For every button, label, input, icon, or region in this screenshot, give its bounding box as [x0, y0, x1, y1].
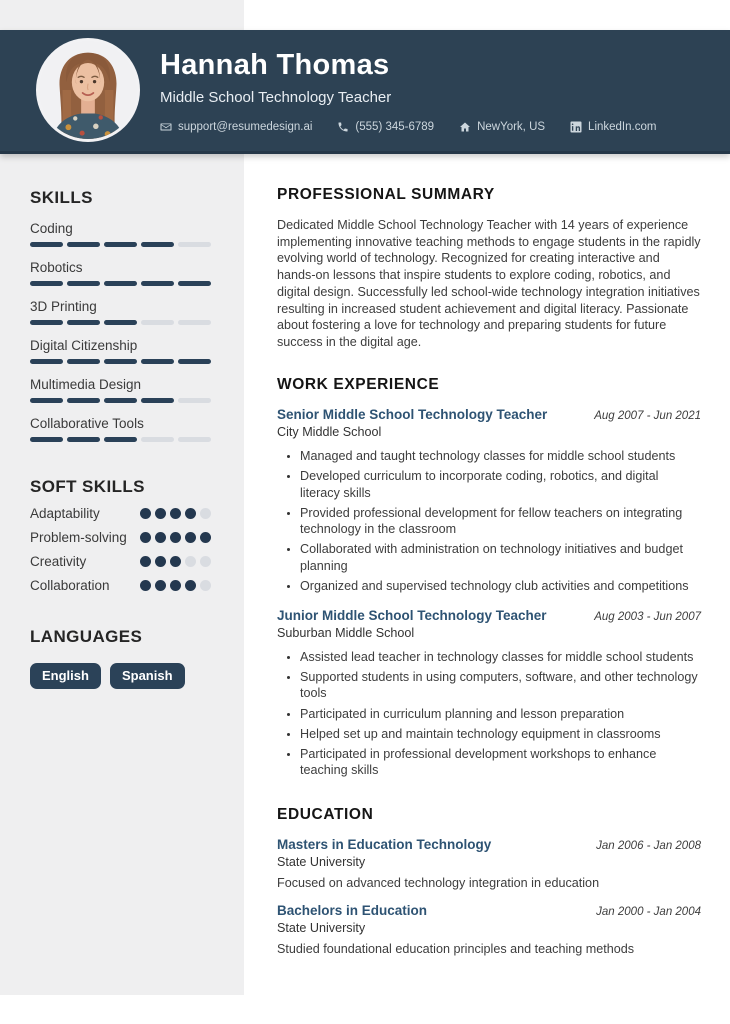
dot-filled [155, 556, 166, 567]
skill-bar [30, 398, 211, 403]
skill-label: Digital Citizenship [30, 338, 138, 353]
job-bullet: • Provided professional development for fellow teachers on integrating technology in the classroom [300, 505, 701, 538]
job-bullet: • Participated in curriculum planning and lesson preparation [300, 706, 701, 723]
bar-segment-empty [141, 320, 174, 325]
bar-segment-filled [30, 320, 63, 325]
skills-heading: SKILLS [30, 188, 93, 207]
soft-skill-dots [140, 508, 211, 519]
bar-segment-filled [30, 281, 63, 286]
soft-skill-label: Collaboration [30, 578, 110, 593]
person-job-title: Middle School Technology Teacher [160, 89, 392, 106]
job-title: Senior Middle School Technology Teacher [277, 406, 548, 422]
skill-item [30, 221, 211, 247]
education-heading: EDUCATION [277, 806, 374, 824]
bar-segment-filled [104, 437, 137, 442]
skill-bar [30, 437, 211, 442]
job-company: City Middle School [277, 424, 382, 439]
bar-segment-filled [104, 281, 137, 286]
job-bullet: • Assisted lead teacher in technology classes for middle school students [300, 649, 701, 666]
job-bullet: • Helped set up and maintain technology equipment in classrooms [300, 726, 701, 743]
job-title: Junior Middle School Technology Teacher [277, 607, 547, 623]
home-icon [459, 121, 471, 133]
soft-skill-label: Creativity [30, 554, 87, 569]
soft-skill-label: Problem-solving [30, 530, 127, 545]
skill-label: Coding [30, 221, 73, 236]
contact-location [459, 121, 545, 133]
dot-empty [200, 508, 211, 519]
dot-filled [155, 532, 166, 543]
contact-phone-text: (555) 345-6789 [355, 121, 435, 133]
language-pill: English [30, 663, 101, 689]
dot-filled [155, 580, 166, 591]
contact-bar [160, 121, 720, 133]
soft-skill-row [30, 554, 211, 569]
summary-heading: PROFESSIONAL SUMMARY [277, 186, 495, 203]
education-school: State University [277, 855, 366, 870]
job-bullet: • Supported students in using computers, software, and other technology tools [300, 669, 701, 702]
skill-bar [30, 281, 211, 286]
education-dates: Jan 2000 - Jan 2004 [596, 906, 701, 919]
skill-item [30, 299, 211, 325]
dot-filled [185, 532, 196, 543]
dot-empty [200, 580, 211, 591]
header-info [160, 49, 720, 133]
dot-empty [185, 556, 196, 567]
skill-item [30, 377, 211, 403]
bar-segment-filled [67, 359, 100, 364]
bar-segment-filled [67, 320, 100, 325]
education-dates: Jan 2006 - Jan 2008 [596, 840, 701, 853]
education-description: Studied foundational education principles and teaching methods [277, 942, 635, 957]
skill-label: 3D Printing [30, 299, 97, 314]
bar-segment-filled [67, 242, 100, 247]
bar-segment-filled [30, 359, 63, 364]
contact-linkedin-text: LinkedIn.com [588, 121, 657, 133]
education-entry [277, 837, 701, 890]
job-dates: Aug 2007 - Jun 2021 [594, 409, 701, 422]
soft-skill-row [30, 506, 211, 521]
dot-filled [155, 508, 166, 519]
summary-text: Dedicated Middle School Technology Teacher with 14 years of experience implementing innovative teaching methods to engage students in the rapidly evolving world of technology. Recognized for creating interactive and hands-on lessons that inspire students to explore coding, robotics, and digital design. Successfully led school-wide technology integration initiatives resulting in increased student achievement and digital literacy. Passionate about fostering a love for technology and preparing students for future success in the digital age. [277, 218, 701, 350]
dot-filled [170, 532, 181, 543]
skill-bar [30, 320, 211, 325]
skill-bar [30, 242, 211, 247]
skill-bar [30, 359, 211, 364]
education-head [277, 903, 701, 918]
skill-item [30, 260, 211, 286]
job-bullet: • Collaborated with administration on technology initiatives and budget planning [300, 541, 701, 574]
bar-segment-empty [178, 398, 211, 403]
skill-label: Multimedia Design [30, 377, 142, 392]
job-bullet: • Developed curriculum to incorporate coding, robotics, and digital literacy skills [300, 468, 701, 501]
languages-heading: LANGUAGES [30, 627, 143, 646]
soft-skill-dots [140, 532, 211, 543]
job-head [277, 407, 701, 422]
resume-header [0, 30, 730, 154]
bar-segment-filled [104, 320, 137, 325]
skill-label: Robotics [30, 260, 83, 275]
job-bullet: • Organized and supervised technology club activities and competitions [300, 578, 701, 595]
education-description: Focused on advanced technology integration in education [277, 876, 600, 891]
dot-filled [200, 532, 211, 543]
degree-title: Masters in Education Technology [277, 837, 492, 853]
sidebar [30, 188, 211, 689]
language-pills [30, 663, 211, 689]
bar-segment-empty [141, 437, 174, 442]
bar-segment-filled [67, 437, 100, 442]
dot-filled [170, 580, 181, 591]
contact-location-text: NewYork, US [477, 121, 546, 133]
dot-filled [170, 508, 181, 519]
bar-segment-filled [141, 359, 174, 364]
job-dates: Aug 2003 - Jun 2007 [594, 610, 701, 623]
job-bullet: • Participated in professional development workshops to enhance teaching skills [300, 746, 701, 779]
bar-segment-filled [141, 398, 174, 403]
bar-segment-filled [30, 398, 63, 403]
education-head [277, 837, 701, 852]
skill-item [30, 416, 211, 442]
bar-segment-filled [178, 281, 211, 286]
soft-skills-heading: SOFT SKILLS [30, 477, 145, 496]
education-school: State University [277, 921, 366, 936]
bar-segment-filled [104, 398, 137, 403]
job-bullets [277, 448, 701, 595]
work-experience-heading: WORK EXPERIENCE [277, 375, 440, 393]
job-entry [277, 407, 701, 595]
dot-filled [185, 508, 196, 519]
bar-segment-filled [30, 242, 63, 247]
contact-linkedin[interactable] [570, 121, 656, 133]
skill-label: Collaborative Tools [30, 416, 144, 431]
contact-phone [337, 121, 434, 133]
job-bullet: • Managed and taught technology classes for middle school students [300, 448, 701, 465]
dot-filled [170, 556, 181, 567]
person-name: Hannah Thomas [160, 49, 390, 81]
bar-segment-filled [178, 359, 211, 364]
avatar-illustration [39, 41, 137, 139]
soft-skill-dots [140, 556, 211, 567]
bar-segment-filled [104, 359, 137, 364]
dot-filled [140, 556, 151, 567]
soft-skill-dots [140, 580, 211, 591]
phone-icon [337, 121, 349, 133]
job-company: Suburban Middle School [277, 625, 415, 640]
dot-filled [185, 580, 196, 591]
soft-skill-row [30, 578, 211, 593]
bar-segment-filled [141, 281, 174, 286]
language-pill: Spanish [110, 663, 185, 689]
contact-email-text: support@resumedesign.ai [178, 121, 313, 133]
bar-segment-empty [178, 437, 211, 442]
dot-filled [140, 532, 151, 543]
avatar [36, 38, 140, 142]
soft-skill-row [30, 530, 211, 545]
dot-filled [140, 580, 151, 591]
main-column [277, 186, 701, 956]
bar-segment-empty [178, 242, 211, 247]
bar-segment-filled [104, 242, 137, 247]
degree-title: Bachelors in Education [277, 903, 428, 919]
dot-filled [140, 508, 151, 519]
job-bullets [277, 649, 701, 779]
bar-segment-filled [141, 242, 174, 247]
contact-email[interactable] [160, 121, 312, 133]
bar-segment-filled [67, 281, 100, 286]
bar-segment-filled [30, 437, 63, 442]
bar-segment-filled [67, 398, 100, 403]
skill-item [30, 338, 211, 364]
linkedin-icon [570, 121, 582, 133]
dot-empty [200, 556, 211, 567]
education-entry [277, 903, 701, 956]
bar-segment-empty [178, 320, 211, 325]
email-icon [160, 121, 172, 133]
job-head [277, 608, 701, 623]
job-entry [277, 608, 701, 779]
soft-skill-label: Adaptability [30, 506, 100, 521]
